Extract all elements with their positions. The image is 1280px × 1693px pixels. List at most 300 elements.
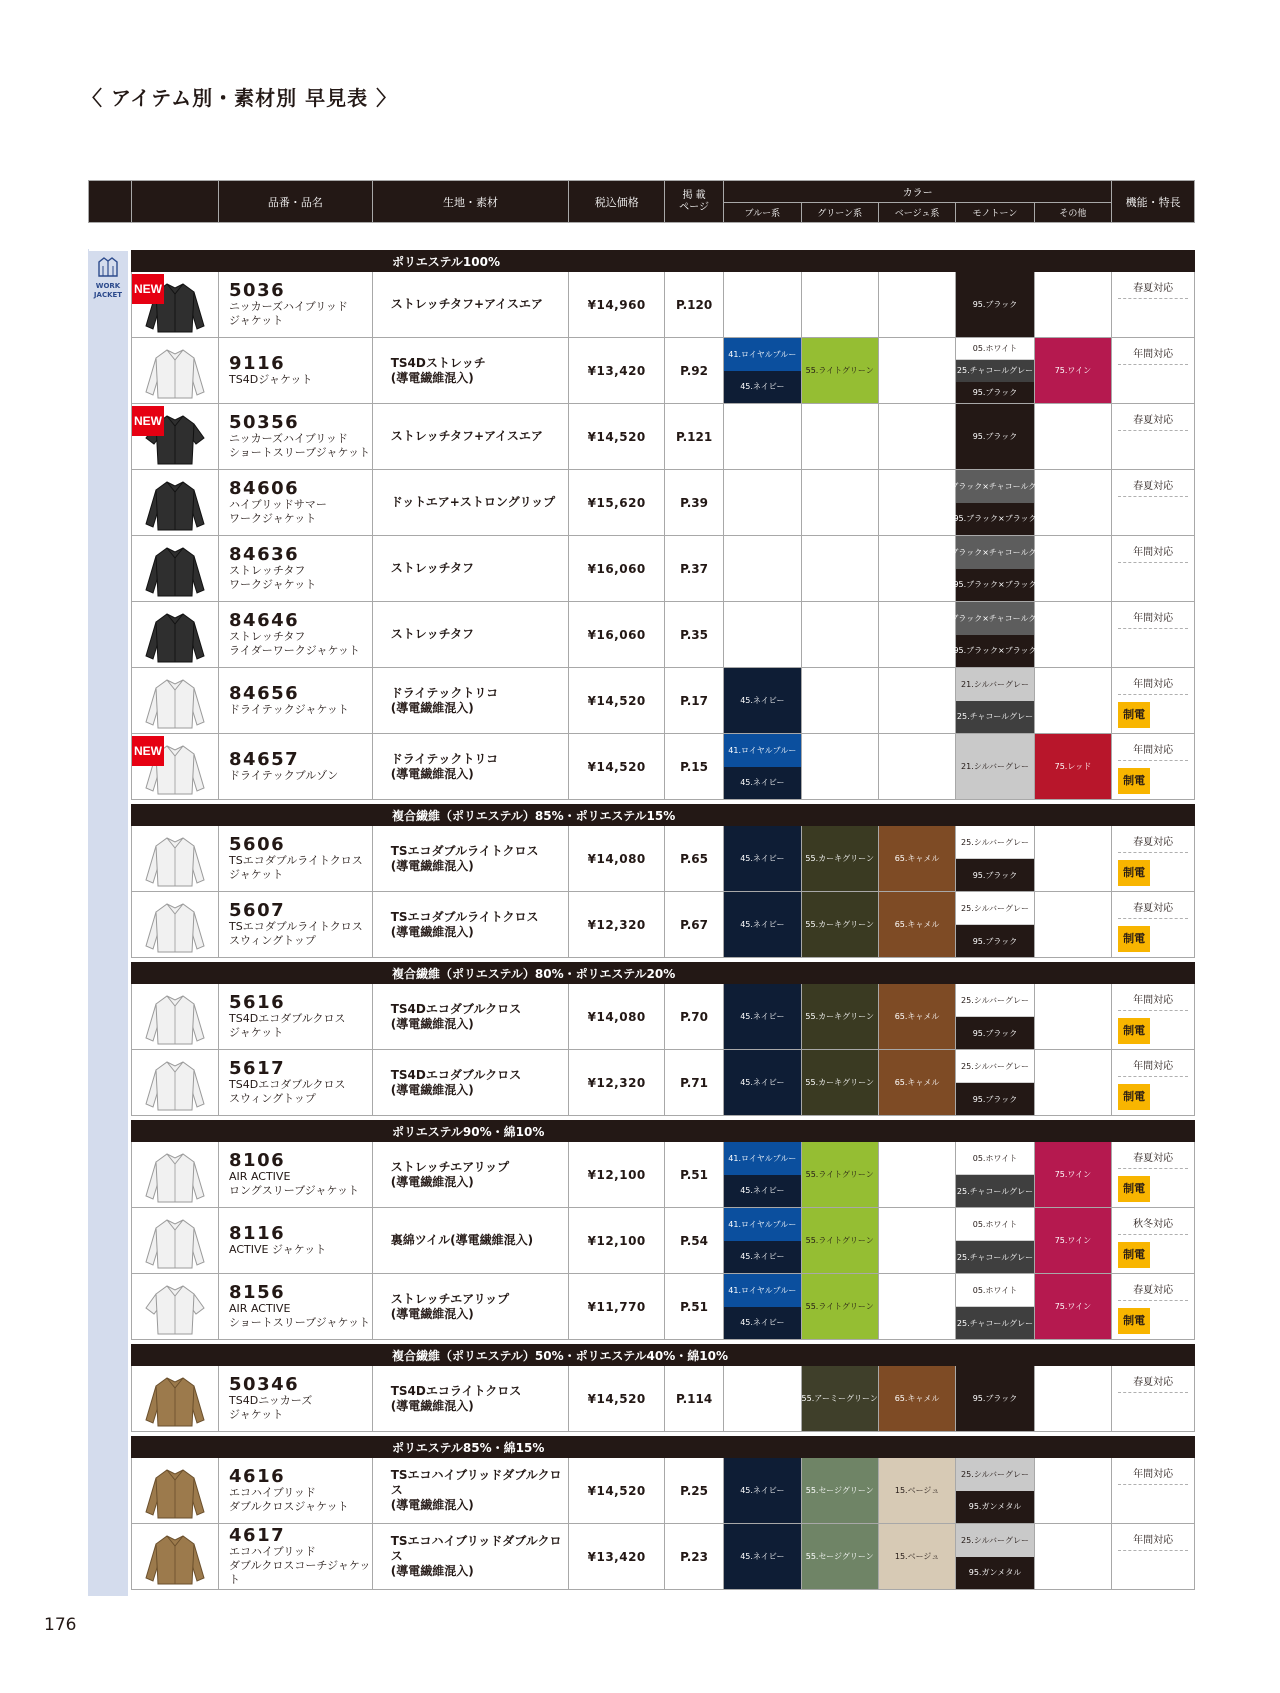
product-image-cell [131,602,218,668]
color-swatch: 45.ネイビー [724,1524,800,1589]
page-reference: P.92 [665,338,724,404]
color-swatch: 55.セージグリーン [802,1524,878,1589]
product-code: 5607 [229,899,286,921]
jacket-image [142,342,208,400]
category-blank [89,805,132,826]
price: ¥14,080 [569,984,665,1050]
category-label: ポリエステル100% [131,251,1194,272]
material-cell [372,470,569,536]
color-cell-beige [878,734,955,800]
product-cell [219,470,373,536]
color-swatch: 45.ネイビー [724,371,800,404]
color-cell-other [1034,272,1111,338]
color-cell-blue [724,892,801,958]
color-swatch: 05.ホワイト [956,1142,1033,1175]
material-text: ドライテックトリコ [390,751,499,766]
feature-cell [1112,984,1195,1050]
header-feature: 機能・特長 [1112,181,1195,223]
color-swatch: 25.シルバーグレー [956,826,1033,859]
feature-divider [1118,562,1188,563]
sidebar-spacer [89,1208,132,1274]
jacket-image [142,1054,208,1112]
material-cell [372,338,569,404]
product-image-cell [131,1274,218,1340]
color-swatch: 75.レッド [1035,734,1111,799]
color-cell-green [801,1208,878,1274]
color-swatch: 75.ワイン [1035,1208,1111,1273]
page-reference: P.25 [665,1458,724,1524]
material-cell [372,1524,569,1590]
table-row [89,272,1195,338]
color-cell-beige [878,1274,955,1340]
product-name: ストレッチタフ [229,629,306,643]
price: ¥14,080 [569,826,665,892]
jacket-image [142,1370,208,1428]
color-swatch: 65.キャメル [879,1050,955,1115]
color-swatch: 75.ワイン [1035,1274,1111,1339]
color-swatch: 25.チャコールグレー [956,1307,1033,1339]
jacket-image [142,1462,208,1520]
color-cell-mono [937,470,1053,536]
page-reference: P.51 [665,1274,724,1340]
product-image-cell [131,826,218,892]
product-cell [219,984,373,1050]
page-title: 〈 アイテム別・素材別 早見表 〉 [82,86,398,110]
color-cell-other [1034,1050,1111,1116]
product-code: 9116 [229,352,286,374]
header-color: カラー [724,181,1112,203]
material-text: (導電繊維混入) [390,924,474,939]
product-cell [219,1524,373,1590]
product-image-cell [131,734,218,800]
material-cell [372,1458,569,1524]
product-cell [219,1050,373,1116]
color-cell-green [801,536,878,602]
price: ¥12,320 [569,892,665,958]
product-name: TS4Dエコダブルクロス [229,1011,346,1025]
color-swatch: 15.ベージュ [879,1458,955,1523]
feature-label: 年間対応 [1133,745,1174,756]
product-image-cell [131,470,218,536]
feature-cell [1112,404,1195,470]
color-swatch: 45.ネイビー [724,1175,800,1208]
feature-divider [1118,628,1188,629]
color-swatch: 55.アーミーグリーン [802,1366,878,1431]
material-text: (導電繊維混入) [390,1016,474,1031]
feature-divider [1118,694,1188,695]
product-name: ストレッチタフ [229,563,306,577]
product-image-cell [131,892,218,958]
color-swatch: 55.ライトグリーン [802,1142,878,1207]
product-code: 8116 [229,1222,286,1244]
page-reference: P.54 [665,1208,724,1274]
color-cell-blue [724,1208,801,1274]
color-cell-blue [724,1050,801,1116]
sidebar-spacer [89,1524,132,1590]
category-blank [89,1345,132,1366]
color-cell-other [1034,1366,1111,1432]
material-text: TS4Dエコダブルクロス [390,1067,522,1082]
feature-divider [1118,364,1188,365]
feature-label: 春夏対応 [1133,837,1174,848]
color-cell-mono [956,668,1034,734]
price: ¥14,960 [569,272,665,338]
feature-label: 年間対応 [1133,1061,1174,1072]
color-cell-beige [878,984,955,1050]
table-row [89,1524,1195,1590]
material-cell [372,734,569,800]
antistatic-badge: 制電 [1118,926,1150,952]
material-text: ストレッチタフ+アイスエア [390,429,543,443]
color-cell-blue [724,668,801,734]
header-blank-1 [89,181,132,223]
color-cell-beige [878,602,955,668]
product-cell [219,892,373,958]
product-code: 84657 [229,748,300,770]
feature-cell [1112,668,1195,734]
jacket-image [142,672,208,730]
color-cell-other [1034,338,1111,404]
sidebar-spacer [89,470,132,536]
color-swatch: 95.ブラック [956,382,1033,403]
feature-cell [1112,826,1195,892]
material-text: ドットエア+ストロングリップ [390,495,556,509]
material-text: (導電繊維混入) [390,858,474,873]
product-code: 50356 [229,411,300,433]
product-code: 5606 [229,833,286,855]
color-swatch: 55.カーキグリーン [802,892,878,957]
color-swatch: 92.ブラック×チャコールグレー [956,602,1033,635]
color-cell-blue [724,338,801,404]
color-swatch: 45.ネイビー [724,826,800,891]
material-cell [372,272,569,338]
feature-cell [1112,1208,1195,1274]
jacket-image [142,606,208,664]
feature-divider [1118,760,1188,761]
category-blank [89,251,132,272]
table-row [89,338,1195,404]
color-cell-other [1034,536,1111,602]
jacket-image [142,988,208,1046]
jacket-image [142,474,208,532]
color-cell-mono [956,826,1034,892]
material-cell [372,892,569,958]
color-cell-green [801,1366,878,1432]
color-cell-beige [878,1458,955,1524]
color-cell-other [1034,734,1111,800]
color-swatch: 25.シルバーグレー [956,892,1033,925]
table-row [89,1274,1195,1340]
header-material: 生地・素材 [372,181,569,223]
sidebar-spacer [89,984,132,1050]
sidebar-spacer [89,536,132,602]
color-cell-other [1034,668,1111,734]
color-swatch: 25.シルバーグレー [956,1524,1033,1557]
product-name: ショートスリーブジャケット [229,1315,370,1329]
product-image-cell [131,1050,218,1116]
material-text: (導電繊維混入) [390,370,474,385]
product-image-cell [131,1524,218,1590]
color-swatch: 25.チャコールグレー [956,1241,1033,1273]
color-swatch: 45.ネイビー [724,767,800,800]
color-swatch: 95.ブラック [956,1017,1033,1049]
color-cell-mono [956,404,1034,470]
product-name: ニッカーズハイブリッド [229,431,348,445]
color-swatch: 45.ネイビー [724,892,800,957]
color-cell-mono [956,1458,1034,1524]
product-name: TS4Dニッカーズ [229,1393,313,1407]
category-row [89,805,1195,826]
product-name: AIR ACTIVE [229,1169,291,1183]
color-swatch: 41.ロイヤルブルー [724,734,800,767]
product-code: 84646 [229,609,300,631]
product-image-cell [131,536,218,602]
color-swatch: 45.ネイビー [724,1307,800,1340]
material-cell [372,536,569,602]
feature-label: 年間対応 [1133,613,1174,624]
feature-divider [1118,298,1188,299]
feature-cell [1112,1142,1195,1208]
new-badge: NEW [132,274,164,304]
color-swatch: 75.ワイン [1035,1142,1111,1207]
product-image-cell [131,1366,218,1432]
material-text: (導電繊維混入) [390,1564,474,1578]
price: ¥14,520 [569,734,665,800]
table-row [89,668,1195,734]
material-text: TS4Dストレッチ [390,355,486,370]
color-cell-green [801,734,878,800]
product-cell [219,602,373,668]
table-row [89,404,1195,470]
header-spacer-cell [89,223,1195,251]
product-name: エコハイブリッド [229,1485,316,1499]
color-swatch: 95.ブラック [956,1083,1033,1115]
color-cell-blue [724,536,801,602]
color-swatch: 65.キャメル [879,1366,955,1431]
feature-divider [1118,852,1188,853]
color-swatch: 92.ブラック×チャコールグレー [956,470,1033,503]
color-cell-mono [956,1366,1034,1432]
material-text: (導電繊維混入) [390,766,474,781]
product-code: 4616 [229,1465,286,1487]
header-blank-2 [131,181,218,223]
header-color-green: グリーン系 [801,203,878,223]
color-cell-green [801,1142,878,1208]
page-reference: P.39 [665,470,724,536]
material-text: ストレッチエアリップ [390,1159,510,1174]
product-cell [219,1458,373,1524]
product-code: 5617 [229,1057,286,1079]
antistatic-badge: 制電 [1118,702,1150,728]
sidebar-spacer [89,826,132,892]
jacket-image [142,1146,208,1204]
category-row [89,1437,1195,1458]
color-cell-blue [724,272,801,338]
color-swatch: 41.ロイヤルブルー [724,338,800,371]
product-name: ライダーワークジャケット [229,643,360,657]
color-cell-blue [724,1274,801,1340]
color-swatch: 55.カーキグリーン [802,1050,878,1115]
product-code: 84606 [229,477,300,499]
color-swatch: 15.ベージュ [879,1524,955,1589]
table-row [89,536,1195,602]
color-swatch: 25.シルバーグレー [956,984,1033,1017]
material-text: TSエコダブルライトクロス [390,909,539,924]
color-cell-mono [956,1208,1034,1274]
color-swatch: 55.ライトグリーン [802,1208,878,1273]
color-swatch: 45.ネイビー [724,984,800,1049]
product-code: 4617 [229,1524,286,1546]
color-cell-beige [878,404,955,470]
color-cell-green [801,892,878,958]
product-cell [219,734,373,800]
color-cell-green [801,1050,878,1116]
feature-label: 春夏対応 [1133,415,1174,426]
product-name: ジャケット [229,1407,284,1421]
feature-cell [1112,338,1195,404]
price: ¥12,100 [569,1208,665,1274]
product-code: 5616 [229,991,286,1013]
color-swatch: 25.シルバーグレー [956,1458,1033,1491]
color-cell-blue [724,470,801,536]
material-text: (導電繊維混入) [390,1306,474,1321]
color-swatch: 05.ホワイト [956,1274,1033,1307]
product-cell [219,668,373,734]
page-reference: P.70 [665,984,724,1050]
color-cell-beige [878,470,955,536]
category-blank [89,963,132,984]
color-swatch: 45.ネイビー [724,1050,800,1115]
product-code: 8106 [229,1149,286,1171]
color-swatch: 95.ガンメタル [956,1557,1033,1590]
color-swatch: 21.シルバーグレー [956,734,1033,799]
product-cell [219,536,373,602]
color-cell-blue [724,734,801,800]
product-name: スウィングトップ [229,1091,316,1105]
category-row [89,251,1195,272]
color-cell-mono [956,734,1034,800]
header-product: 品番・品名 [219,181,373,223]
feature-label: 春夏対応 [1133,1285,1174,1296]
feature-divider [1118,1234,1188,1235]
color-cell-beige [878,272,955,338]
color-swatch: 95.ブラック [956,925,1033,957]
page-reference: P.51 [665,1142,724,1208]
color-cell-green [801,470,878,536]
feature-label: 秋冬対応 [1133,1219,1174,1230]
color-cell-mono [937,602,1053,668]
color-swatch: 55.セージグリーン [802,1458,878,1523]
color-swatch: 45.ネイビー [724,1458,800,1523]
color-swatch: 41.ロイヤルブルー [724,1208,800,1241]
material-text: TSエコハイブリッドダブルクロス [390,1468,562,1497]
feature-cell [1112,1050,1195,1116]
product-image-cell [131,404,218,470]
product-name: TS4Dジャケット [229,372,313,386]
product-name: ハイブリッドサマー [229,497,327,511]
material-cell [372,1208,569,1274]
page-reference: P.67 [665,892,724,958]
sidebar-spacer [89,1274,132,1340]
sidebar-spacer [89,338,132,404]
feature-label: 年間対応 [1133,547,1174,558]
color-cell-mono [937,536,1053,602]
price: ¥16,060 [569,536,665,602]
jacket-image [142,1212,208,1270]
category-row [89,1121,1195,1142]
category-label: ポリエステル90%・綿10% [131,1121,1194,1142]
feature-divider [1118,1392,1188,1393]
sidebar-spacer [89,1458,132,1524]
product-name: ダブルクロスコーチジャケット [229,1558,371,1586]
antistatic-badge: 制電 [1118,1176,1150,1202]
material-cell [372,1366,569,1432]
table-row [89,734,1195,800]
table-header-row-1 [89,181,1195,203]
color-swatch: 55.ライトグリーン [802,338,878,403]
material-text: TSエコダブルライトクロス [390,843,539,858]
product-cell [219,272,373,338]
color-swatch: 55.カーキグリーン [802,984,878,1049]
color-cell-beige [878,1142,955,1208]
color-swatch: 25.チャコールグレー [956,1175,1033,1207]
category-label: ポリエステル85%・綿15% [131,1437,1194,1458]
color-cell-mono [956,1274,1034,1340]
table-row [89,1208,1195,1274]
color-swatch: 45.ネイビー [724,1241,800,1274]
color-cell-other [1034,892,1111,958]
material-text: (導電繊維混入) [390,1498,474,1512]
material-text: ストレッチタフ [390,627,474,641]
feature-label: 年間対応 [1133,995,1174,1006]
feature-label: 年間対応 [1133,1469,1174,1480]
category-row [89,963,1195,984]
color-swatch: 05.ホワイト [956,1208,1033,1241]
color-cell-green [801,826,878,892]
table-row [89,984,1195,1050]
color-cell-green [801,338,878,404]
header-color-beige: ベージュ系 [878,203,955,223]
header-color-mono: モノトーン [956,203,1034,223]
page-reference: P.37 [665,536,724,602]
feature-cell [1112,1274,1195,1340]
product-code: 84636 [229,543,300,565]
color-swatch: 95.ブラック×ブラック [956,503,1033,536]
antistatic-badge: 制電 [1118,1084,1150,1110]
product-image-cell [131,668,218,734]
antistatic-badge: 制電 [1118,768,1150,794]
product-image-cell [131,338,218,404]
color-cell-green [801,668,878,734]
color-swatch: 95.ブラック [956,404,1033,469]
product-name: ワークジャケット [229,511,317,525]
feature-label: 年間対応 [1133,679,1174,690]
color-swatch: 65.キャメル [879,892,955,957]
color-swatch: 95.ブラック [956,272,1033,337]
header-color-blue: ブルー系 [724,203,801,223]
product-name: TSエコダブルライトクロス [229,853,363,867]
material-text: ストレッチタフ+アイスエア [390,297,543,311]
product-cell [219,1142,373,1208]
page-number: 176 [44,1615,77,1635]
color-cell-blue [724,1142,801,1208]
color-cell-blue [724,602,801,668]
price: ¥14,520 [569,1366,665,1432]
page-reference: P.65 [665,826,724,892]
product-name: TSエコダブルライトクロス [229,919,363,933]
color-cell-mono [956,984,1034,1050]
feature-label: 春夏対応 [1133,481,1174,492]
